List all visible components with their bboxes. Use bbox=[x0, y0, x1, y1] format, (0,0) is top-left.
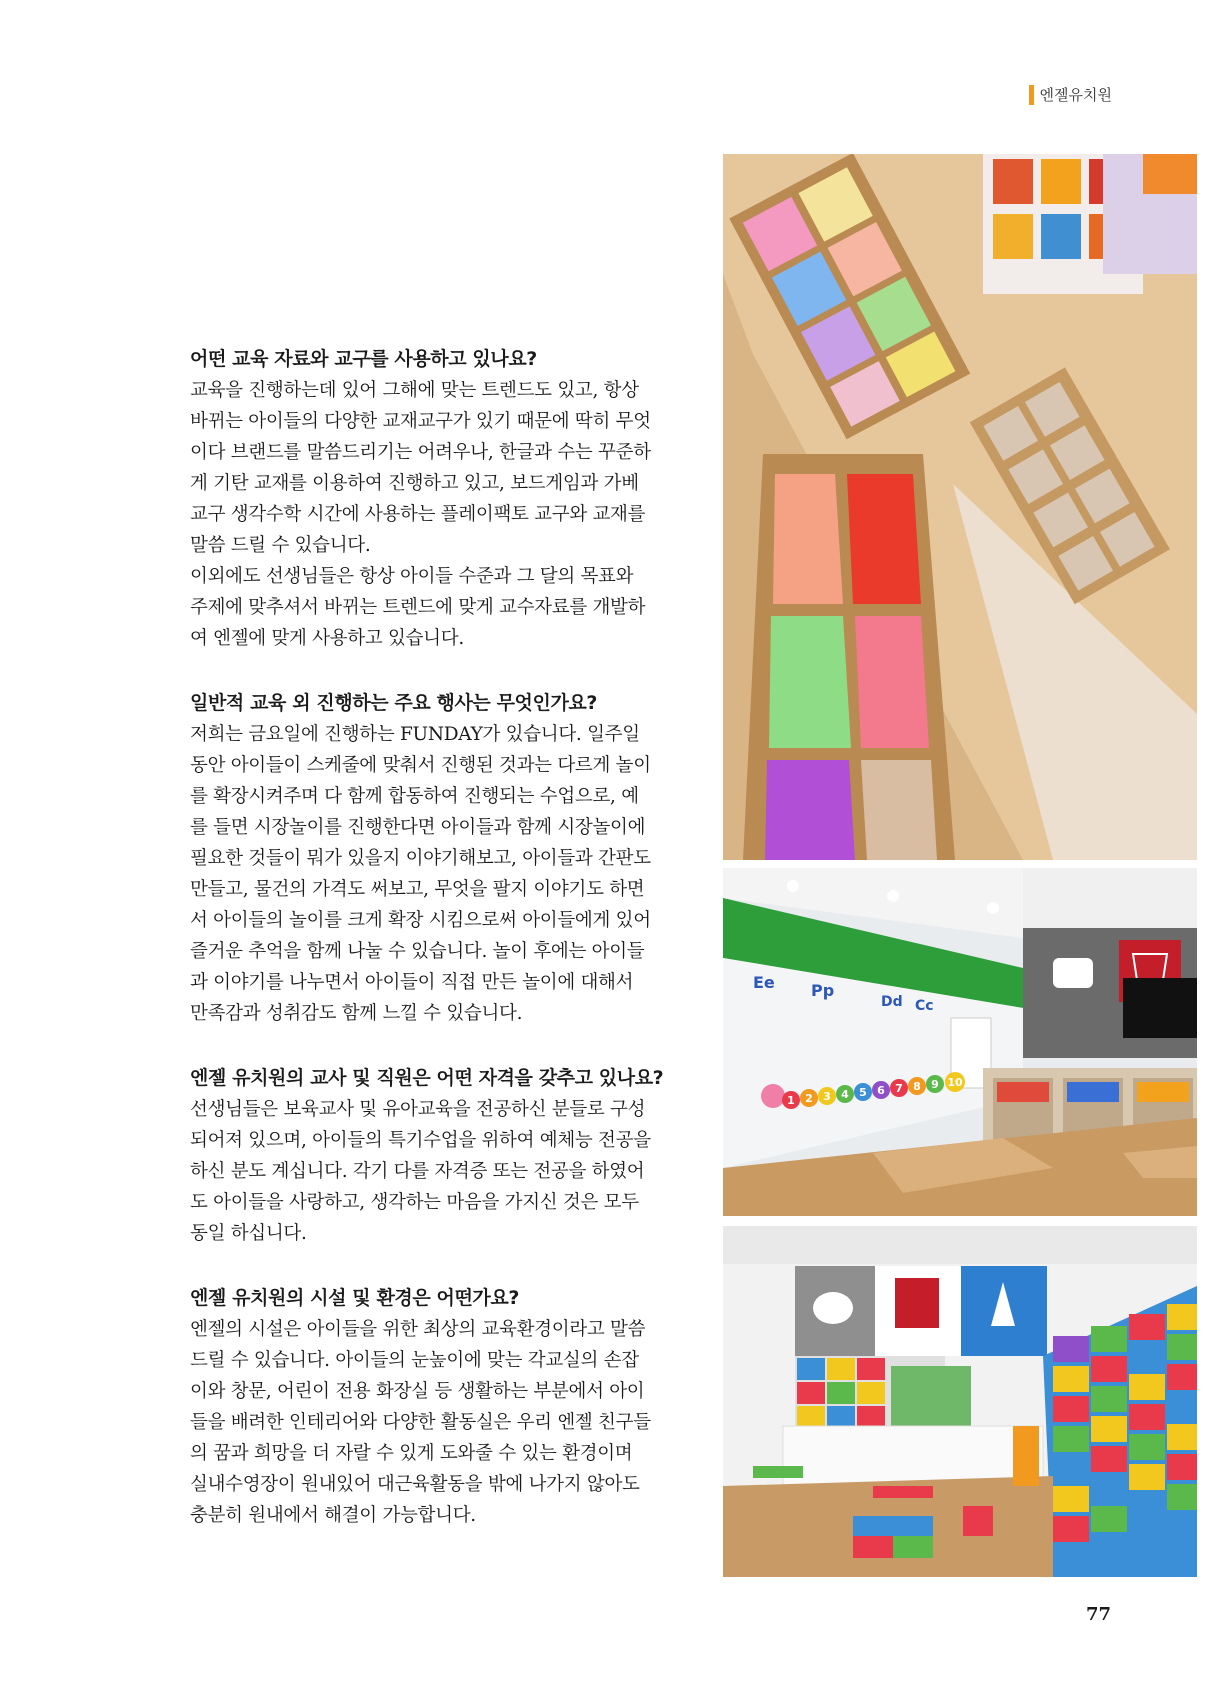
section-body: 엔젤의 시설은 아이들을 위한 최상의 교육환경이라고 말씀 드릴 수 있습니다. 아이들의 눈높이에 맞는 각교실의 손잡 이와 창문, 어린이 전용 화장실 등 생활하는 부분에서 아이 들을 배려한 인테리어와 다양한 활동실은 우리 엔젤 친구들 의 꿈과 희망을 더 자랄 수 있게 도와줄 수 있는 환경이며 실내수영장이 원내있어 대근육활동을 밖에 나가지 않아도 충분히 원내에서 해결이 가능합니다. bbox=[190, 1319, 651, 1526]
wall-letter: Dd bbox=[881, 994, 903, 1010]
caterpillar-number: 1 bbox=[787, 1094, 795, 1107]
qa-section-facilities bbox=[190, 1283, 676, 1531]
caterpillar-number: 4 bbox=[841, 1088, 849, 1101]
running-header bbox=[1029, 84, 1112, 105]
caterpillar-number: 9 bbox=[931, 1078, 939, 1091]
section-body: 선생님들은 보육교사 및 유아교육을 전공하신 분들로 구성 되어져 있으며, 아이들의 특기수업을 위하여 예체능 전공을 하신 분도 계십니다. 각기 다를 자격증 또는 전공을 하였어 도 아이들을 사랑하고, 생각하는 마음을 가지신 것은 모두 동일 하십니다. bbox=[190, 1099, 651, 1244]
section-heading: 엔젤 유치원의 시설 및 환경은 어떤가요? bbox=[190, 1287, 519, 1309]
section-body: 저희는 금요일에 진행하는 FUNDAY가 있습니다. 일주일 동안 아이들이 스케줄에 맞춰서 진행된 것과는 다르게 놀이 를 확장시켜주며 다 함께 합동하여 진행되는 수업으로, 예 를 들면 시장놀이를 진행한다면 아이들과 함께 시장놀이에 필요한 것들이 뭐가 있을지 이야기해보고, 아이들과 간판도 만들고, 물건의 가격도 써보고, 무엇을 팔지 이야기도 하면 서 아이들의 놀이를 크게 확장 시킴으로써 아이들에게 있어 즐거운 추억을 함께 나눌 수 있습니다. 놀이 후에는 아이들 과 이야기를 나누면서 아이들이 직접 만든 놀이에 대해서 만족감과 성취감도 함께 느낄 수 있습니다. bbox=[190, 724, 651, 1024]
caterpillar-number: 7 bbox=[895, 1082, 903, 1095]
caterpillar-number: 6 bbox=[877, 1084, 885, 1097]
section-heading: 일반적 교육 외 진행하는 주요 행사는 무엇인가요? bbox=[190, 692, 597, 714]
wall-letter: Ee bbox=[753, 973, 775, 992]
photo-activity-room bbox=[723, 1226, 1197, 1577]
caterpillar-number: 10 bbox=[947, 1076, 963, 1089]
section-heading: 엔젤 유치원의 교사 및 직원은 어떤 자격을 갖추고 있나요? bbox=[190, 1067, 664, 1089]
wall-letter: Pp bbox=[811, 981, 835, 1000]
caterpillar-number: 3 bbox=[823, 1090, 831, 1103]
qa-section-materials bbox=[190, 344, 676, 654]
page-number: 77 bbox=[1085, 1604, 1111, 1625]
section-heading: 어떤 교육 자료와 교구를 사용하고 있나요? bbox=[190, 348, 537, 370]
section-body: 교육을 진행하는데 있어 그해에 맞는 트렌드도 있고, 항상 바뀌는 아이들의 다양한 교재교구가 있기 때문에 딱히 무엇 이다 브랜드를 말씀드리기는 어려우나, 한글과 수는 꾸준하 게 기탄 교재를 이용하여 진행하고 있고, 보드게임과 가베 교구 생각수학 시간에 사용하는 플레이팩토 교구와 교재를 말씀 드릴 수 있습니다. 이외에도 선생님들은 항상 아이들 수준과 그 달의 목표와 주제에 맞추셔서 바뀌는 트렌드에 맞게 교수자료를 개발하 여 엔젤에 맞게 사용하고 있습니다. bbox=[190, 380, 651, 649]
wall-letter: Cc bbox=[915, 998, 934, 1014]
header-title: 엔젤유치원 bbox=[1039, 86, 1112, 104]
caterpillar-number: 5 bbox=[859, 1086, 867, 1099]
article-body bbox=[190, 344, 676, 1565]
header-accent-bar bbox=[1029, 85, 1034, 105]
caterpillar-number: 8 bbox=[913, 1080, 921, 1093]
qa-section-events bbox=[190, 688, 676, 1029]
photo-classroom bbox=[723, 868, 1197, 1216]
qa-section-staff bbox=[190, 1063, 676, 1249]
caterpillar-number: 2 bbox=[805, 1092, 813, 1105]
photo-sand-play-room bbox=[723, 154, 1197, 860]
